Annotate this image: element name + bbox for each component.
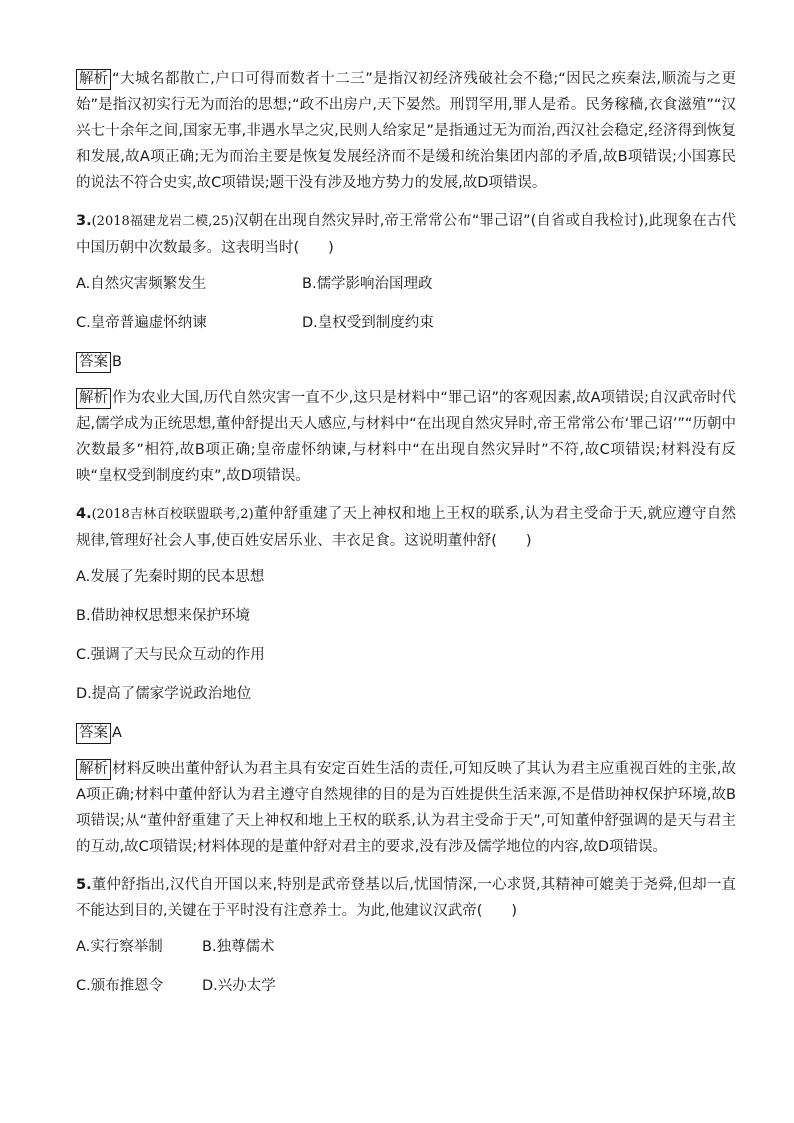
q2-analysis-block [76, 66, 736, 196]
options-row [76, 310, 736, 336]
question-number: 3. [76, 213, 92, 229]
question-stem [76, 501, 736, 554]
option-text: 发展了先秦时期的民本思想 [90, 569, 265, 585]
analysis-paragraph [76, 756, 736, 860]
question-5 [76, 872, 736, 999]
question-number: 4. [76, 506, 92, 522]
option-letter: C. [76, 647, 91, 663]
question-source: (2018吉林百校联盟联考,2) [91, 507, 254, 522]
options-row [76, 271, 736, 297]
option-text: 提高了儒家学说政治地位 [91, 686, 252, 702]
options-list [76, 564, 736, 707]
option-text: 强调了天与民众互动的作用 [90, 647, 265, 663]
analysis-text: 材料反映出董仲舒认为君主具有安定百姓生活的责任,可知反映了其认为君主应重视百姓的主张,故A项正确;材料中董仲舒认为君主遵守自然规律的目的是为百姓提供生活来源,不是借助神权保护环境,故B项错误;从“董仲舒重建了天上神权和地上王权的联系,认为君主受命于天”,可知董仲舒强调的是天与君主的互动,故C项错误;材料体现的是董仲舒对君主的要求,没有涉及儒学地位的内容,故D项错误。 [76, 761, 736, 855]
option-text: 自然灾害频繁发生 [90, 276, 207, 292]
option-a[interactable] [76, 934, 202, 960]
option-b[interactable] [76, 603, 736, 629]
options-row [76, 934, 736, 960]
question-stem [76, 872, 736, 924]
option-c[interactable] [76, 642, 736, 668]
question-text: 汉朝在出现自然灾异时,帝王常常公布“罪己诏”(自省或自我检讨),此现象在古代中国历朝中次数最多。这表明当时( ) [76, 213, 736, 256]
option-b[interactable] [302, 271, 433, 297]
option-letter: A. [76, 276, 91, 292]
option-c[interactable] [76, 310, 302, 336]
option-text: 儒学影响治国理政 [316, 276, 433, 292]
option-text: 实行察举制 [90, 939, 163, 955]
option-d[interactable] [76, 681, 736, 707]
option-d[interactable] [302, 310, 434, 336]
answer-line [76, 720, 736, 746]
option-d[interactable] [202, 973, 276, 999]
analysis-paragraph [76, 66, 736, 196]
option-text: 独尊儒术 [216, 939, 275, 955]
answer-value: B [112, 354, 122, 370]
question-source: (2018福建龙岩二模,25) [91, 214, 234, 229]
question-text: 董仲舒重建了天上神权和地上王权的联系,认为君主受命于天,就应遵守自然规律,管理好社会人事,使百姓安居乐业、丰衣足食。这说明董仲舒( ) [76, 506, 736, 549]
option-text: 皇权受到制度约束 [317, 315, 434, 331]
analysis-paragraph [76, 385, 736, 489]
question-3 [76, 208, 736, 489]
option-letter: A. [76, 939, 91, 955]
question-4 [76, 501, 736, 860]
option-c[interactable] [76, 973, 202, 999]
options-list [76, 271, 736, 336]
document-page [76, 66, 736, 1012]
options-list [76, 934, 736, 999]
option-letter: B. [76, 608, 91, 624]
options-row [76, 973, 736, 999]
analysis-tag: 解析 [76, 759, 111, 780]
analysis-text: “大城名都散亡,户口可得而数者十二三”是指汉初经济残破社会不稳;“因民之疾秦法,顺流与之更始”是指汉初实行无为而治的思想;“政不出房户,天下晏然。刑罚罕用,罪人是希。民务稼穑,衣食滋殖”“汉兴七十余年之间,国家无事,非遇水旱之灾,民则人给家足”是指通过无为而治,西汉社会稳定,经济得到恢复和发展,故A项正确;无为而治主要是恢复发展经济而不是缓和统治集团内部的矛盾,故B项错误;小国寡民的说法不符合史实,故C项错误;题干没有涉及地方势力的发展,故D项错误。 [76, 71, 736, 191]
answer-tag: 答案 [76, 352, 111, 373]
option-a[interactable] [76, 564, 736, 590]
answer-tag: 答案 [76, 723, 111, 744]
option-letter: C. [76, 978, 91, 994]
analysis-tag: 解析 [76, 388, 111, 409]
answer-line [76, 349, 736, 375]
option-b[interactable] [202, 934, 275, 960]
option-letter: B. [202, 939, 217, 955]
option-letter: A. [76, 569, 91, 585]
question-number: 5. [76, 877, 92, 893]
option-a[interactable] [76, 271, 302, 297]
option-letter: B. [302, 276, 317, 292]
analysis-tag: 解析 [76, 69, 111, 90]
answer-value: A [112, 725, 122, 741]
option-text: 皇帝普遍虚怀纳谏 [90, 315, 207, 331]
option-text: 借助神权思想来保护环境 [90, 608, 251, 624]
option-text: 兴办太学 [217, 978, 276, 994]
analysis-text: 作为农业大国,历代自然灾害一直不少,这只是材料中“罪己诏”的客观因素,故A项错误;自汉武帝时代起,儒学成为正统思想,董仲舒提出天人感应,与材料中“在出现自然灾异时,帝王常常公布‘罪己诏’”“历朝中次数最多”相符,故B项正确;皇帝虚怀纳谏,与材料中“在出现自然灾异时”不符,故C项错误;材料没有反映“皇权受到制度约束”,故D项错误。 [76, 390, 736, 484]
question-stem [76, 208, 736, 261]
question-text: 董仲舒指出,汉代自开国以来,特别是武帝登基以后,忧国情深,一心求贤,其精神可媲美于尧舜,但却一直不能达到目的,关键在于平时没有注意养士。为此,他建议汉武帝( ) [76, 877, 736, 919]
option-text: 颁布推恩令 [90, 978, 164, 994]
option-letter: C. [76, 315, 91, 331]
option-letter: D. [76, 686, 92, 702]
option-letter: D. [302, 315, 318, 331]
option-letter: D. [202, 978, 218, 994]
